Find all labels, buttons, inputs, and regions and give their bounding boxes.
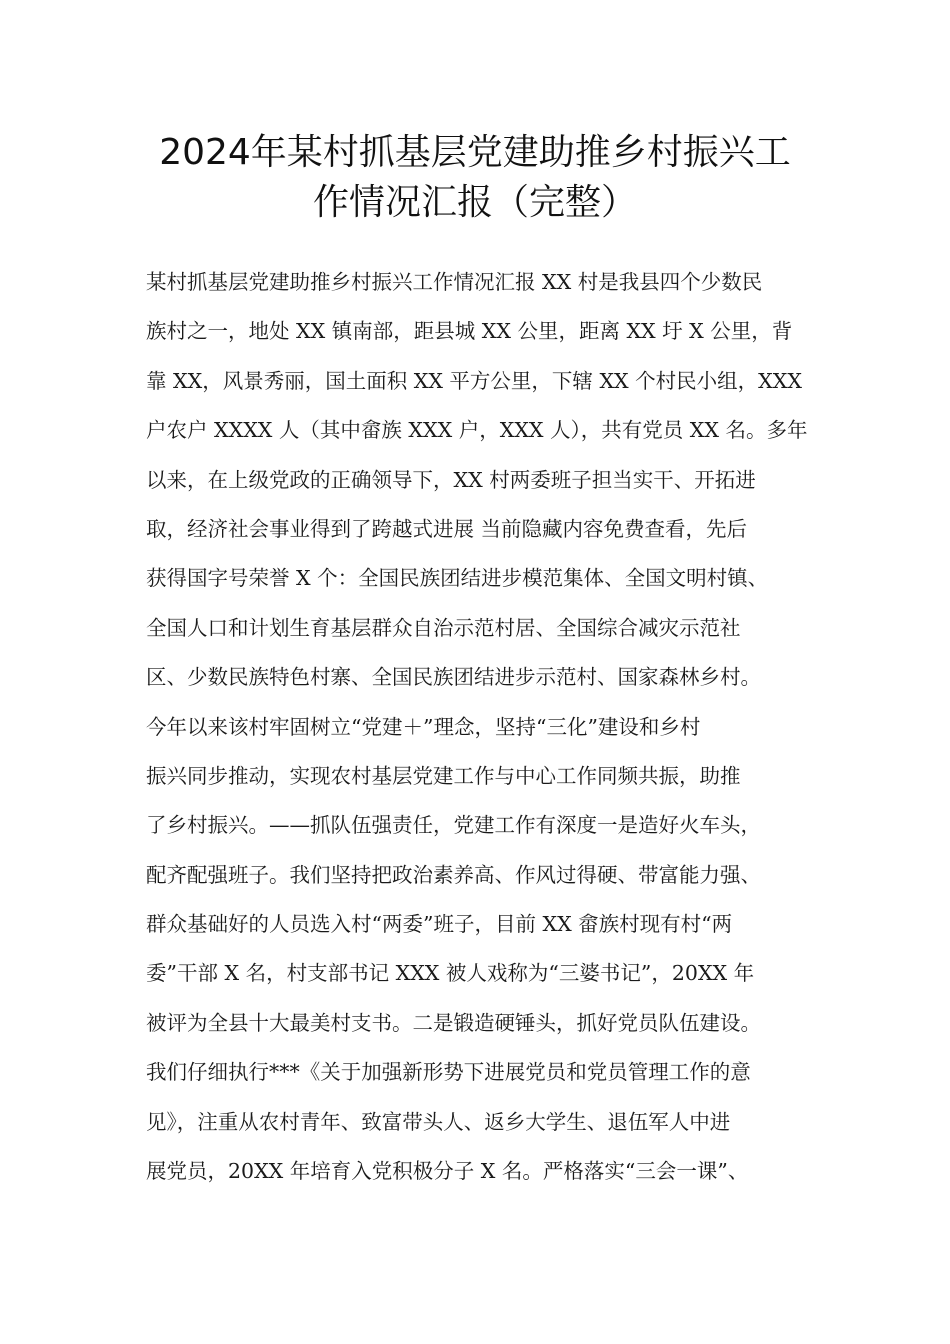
document-title: [120, 128, 830, 228]
body-line: 委”干部 X 名，村支部书记 XXX 被人戏称为“三婆书记”，20XX 年: [146, 961, 755, 986]
body-line: 靠 XX，风景秀丽，国土面积 XX 平方公里，下辖 XX 个村民小组，XXX: [146, 368, 802, 393]
body-line: 取，经济社会事业得到了跨越式进展 当前隐藏内容免费查看，先后: [146, 516, 748, 541]
body-line: 被评为全县十大最美村支书。二是锻造硬锤头，抓好党员队伍建设。: [146, 1010, 761, 1035]
body-line: 今年以来该村牢固树立“党建＋”理念，坚持“三化”建设和乡村: [146, 714, 701, 739]
body-line: 区、少数民族特色村寨、全国民族团结进步示范村、国家森林乡村。: [146, 665, 761, 690]
title-line: 2024年某村抓基层党建助推乡村振兴工: [159, 132, 791, 173]
body-line: 某村抓基层党建助推乡村振兴工作情况汇报 XX 村是我县四个少数民: [146, 270, 763, 294]
body-line: 展党员，20XX 年培育入党积极分子 X 名。严格落实“三会一课”、: [146, 1159, 749, 1184]
body-line: 户农户 XXXX 人（其中畲族 XXX 户，XXX 人），共有党员 XX 名。多年: [146, 418, 808, 443]
document-body: [146, 258, 836, 1196]
body-line: 见》，注重从农村青年、致富带头人、返乡大学生、退伍军人中进: [146, 1109, 731, 1134]
title-line: 作情况汇报（完整）: [312, 182, 637, 223]
body-line: 族村之一，地处 XX 镇南部，距县城 XX 公里，距离 XX 圩 X 公里，背: [146, 319, 793, 344]
body-line: 以来，在上级党政的正确领导下，XX 村两委班子担当实干、开拓进: [146, 467, 756, 492]
body-line: 振兴同步推动，实现农村基层党建工作与中心工作同频共振，助推: [146, 763, 741, 788]
body-line: 群众基础好的人员选入村“两委”班子，目前 XX 畲族村现有村“两: [146, 912, 733, 937]
body-line: 我们仔细执行***《关于加强新形势下进展党员和党员管理工作的意: [146, 1060, 751, 1085]
body-line: 获得国字号荣誉 X 个：全国民族团结进步模范集体、全国文明村镇、: [146, 566, 769, 591]
body-line: 了乡村振兴。——抓队伍强责任，党建工作有深度一是造好火车头，: [146, 813, 761, 838]
body-line: 全国人口和计划生育基层群众自治示范村居、全国综合减灾示范社: [146, 615, 741, 640]
body-line: 配齐配强班子。我们坚持把政治素养高、作风过得硬、带富能力强、: [146, 862, 761, 887]
